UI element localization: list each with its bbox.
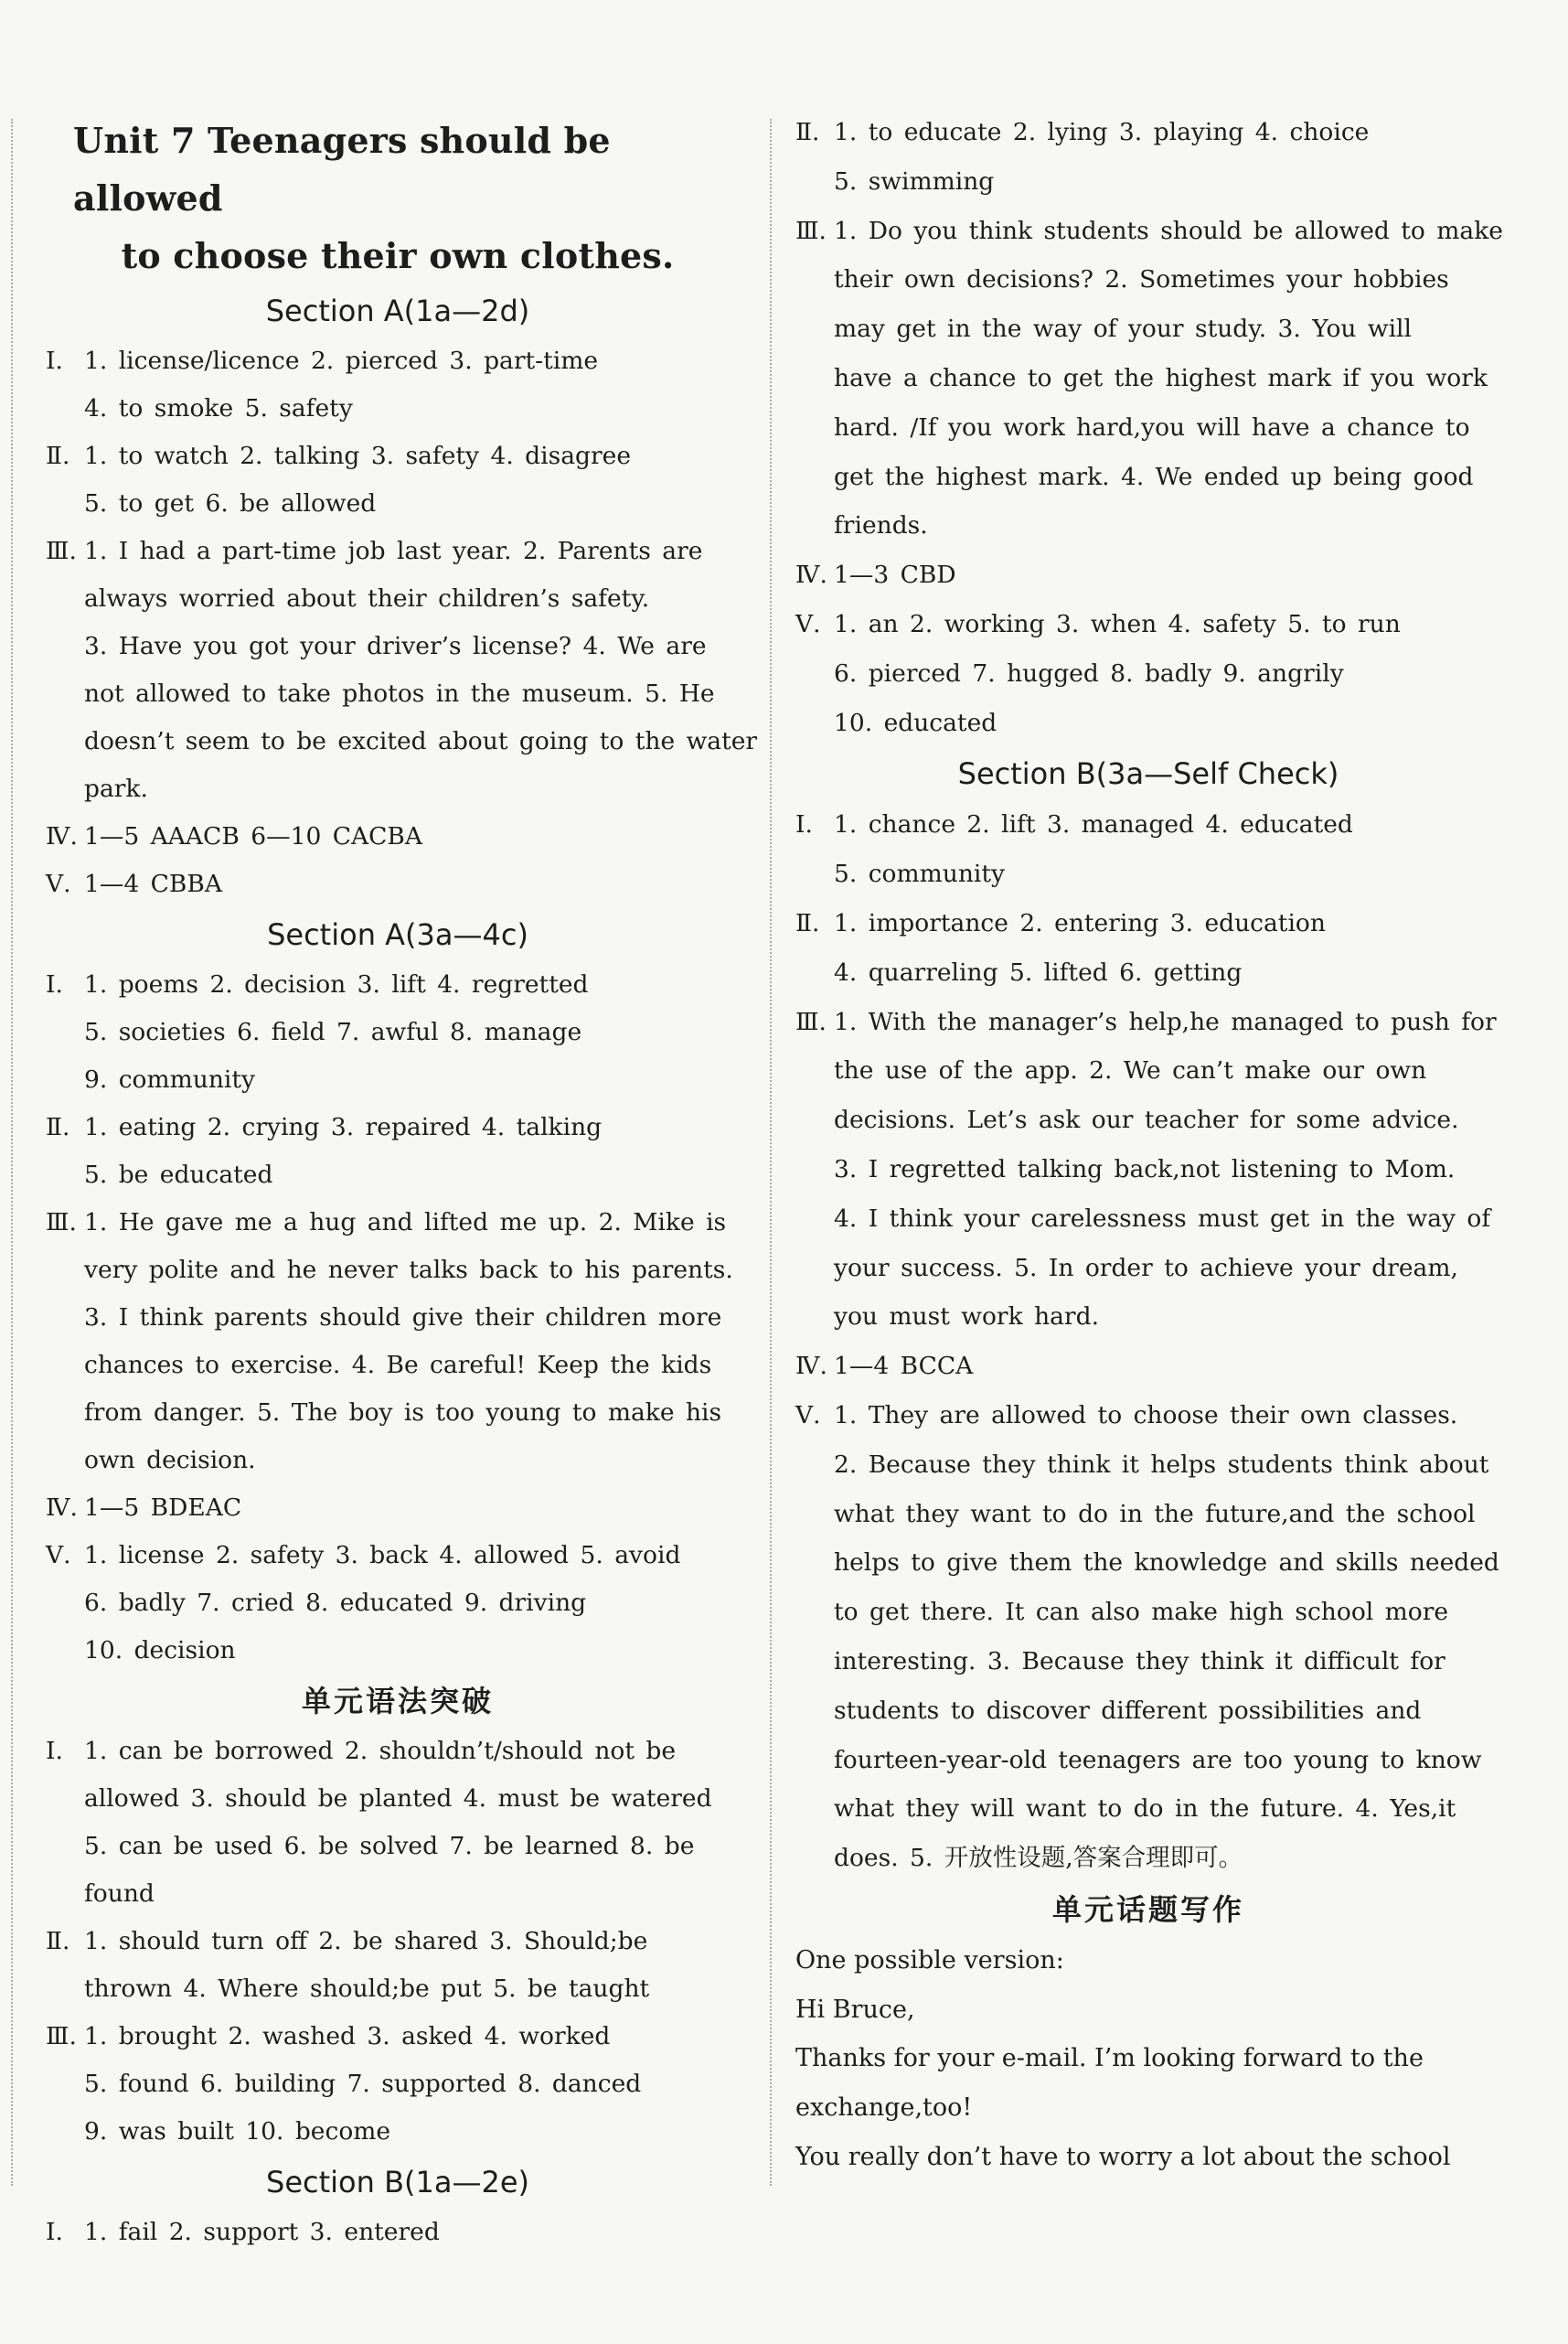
answer-line: own decision. [84,1446,256,1474]
roman-numeral: Ⅰ. [46,970,63,999]
answer-line: to get there. It can also make high school more [834,1598,1449,1627]
answer-group [46,1532,750,1675]
right-content [795,108,1501,2182]
roman-numeral: Ⅲ. [46,2022,77,2050]
roman-numeral: Ⅰ. [46,347,63,375]
answer-line: 6. pierced 7. hugged 8. badly 9. angrily [834,658,1344,688]
answer-group [46,2209,750,2256]
answer-line: 1—4 CBBA [84,870,223,898]
section-heading: Section A(3a—4c) [267,917,528,952]
roman-numeral: Ⅳ. [795,561,827,590]
answer-line: hard. /If you work hard,you will have a chance to [834,412,1470,442]
answer-line: 5. swimming [834,166,995,196]
answer-line: 1. an 2. working 3. when 4. safety 5. to run [834,609,1401,638]
answer-group [46,528,758,813]
answer-line: from danger. 5. The boy is too young to make his [84,1398,722,1427]
answer-group [46,813,750,861]
answer-line: 5. societies 6. field 7. awful 8. manage [84,1018,582,1046]
essay-line: One possible version: [795,1945,1064,1975]
essay-line: exchange,too! [795,2093,973,2123]
answer-line: always worried about their children’s safety. [84,584,650,613]
answer-line: park. [84,775,148,803]
roman-numeral: Ⅰ. [46,1737,63,1765]
answer-line: 1. to watch 2. talking 3. safety 4. disagree [84,442,631,470]
left-margin-rule [11,119,13,2186]
answer-group [795,600,1501,747]
unit-title-line-1: Unit 7 Teenagers should be allowed [73,120,611,219]
answer-line: 10. decision [84,1636,236,1664]
answer-group [795,800,1501,899]
answer-line: 2. Because they think it helps students think about [834,1450,1489,1479]
answer-line: 5. community [834,860,1005,889]
answer-line: 10. educated [834,708,997,737]
answer-group [795,551,1501,600]
answer-group [46,861,750,908]
answer-line: 1. fail 2. support 3. entered [84,2218,440,2246]
column-divider [770,119,772,2186]
answer-line: 1. license/licence 2. pierced 3. part-time [84,347,599,375]
roman-numeral: Ⅴ. [46,1541,71,1569]
roman-numeral: Ⅴ. [795,1400,821,1429]
answer-line: may get in the way of your study. 3. You will [834,315,1413,344]
answer-line: 1—5 AAACB 6—10 CACBA [84,822,423,851]
answer-group [46,1104,750,1199]
answer-group [46,1484,750,1532]
answer-line: found [84,1879,155,1908]
answer-line: have a chance to get the highest mark if you work [834,363,1488,392]
answer-line: 5. to get 6. be allowed [84,489,377,518]
roman-numeral: Ⅳ. [795,1352,827,1381]
answer-group [46,1918,750,2013]
answer-line: 4. I think your carelessness must get in the way of [834,1204,1491,1233]
answer-line: not allowed to take photos in the museum. 5. He [84,680,715,708]
unit-title [46,112,750,284]
roman-numeral: Ⅴ. [46,870,71,898]
answer-line: does. 5. 开放性设题,答案合理即可。 [834,1844,1243,1873]
answer-line: 1. should turn off 2. be shared 3. Should;be [84,1927,648,1955]
section-heading: 单元语法突破 [301,1684,494,1718]
answer-line: 1. eating 2. crying 3. repaired 4. talking [84,1113,603,1141]
answer-line: fourteen-year-old teenagers are too young to know [834,1745,1482,1774]
answer-line: the use of the app. 2. We can’t make our own [834,1056,1427,1086]
answer-line: 4. quarreling 5. lifted 6. getting [834,958,1243,987]
answer-line: 1—4 BCCA [834,1352,974,1381]
answer-group [795,1342,1501,1391]
answer-line: what they want to do in the future,and the school [834,1499,1476,1528]
answer-line: 9. community [84,1065,255,1094]
roman-numeral: Ⅱ. [795,118,820,146]
answer-group [795,207,1501,551]
roman-numeral: Ⅰ. [795,810,813,840]
roman-numeral: Ⅳ. [46,822,78,851]
answer-line: 3. I regretted talking back,not listening to Mom. [834,1154,1456,1183]
answer-line: 1—5 BDEAC [84,1493,242,1522]
answer-line: your success. 5. In order to achieve your dream, [834,1253,1458,1282]
answer-line: 1. can be borrowed 2. shouldn’t/should not be [84,1737,677,1765]
roman-numeral: Ⅱ. [46,1113,70,1141]
roman-numeral: Ⅲ. [46,537,77,565]
answer-line: very polite and he never talks back to his parents. [84,1256,733,1284]
answer-line: helps to give them the knowledge and skills needed [834,1548,1499,1578]
roman-numeral: Ⅳ. [46,1493,78,1522]
roman-numeral: Ⅴ. [795,609,821,638]
answer-line: 1. With the manager’s help,he managed to push for [834,1007,1497,1036]
answer-line: thrown 4. Where should;be put 5. be taught [84,1975,650,2003]
answer-group [46,1728,750,1918]
answer-group [46,961,750,1104]
answer-line: 3. Have you got your driver’s license? 4. We are [84,632,707,660]
answer-line: what they will want to do in the future. 4. Yes,it [834,1794,1456,1824]
answer-line: 1. brought 2. washed 3. asked 4. worked [84,2022,611,2050]
answer-line: interesting. 3. Because they think it difficult for [834,1646,1445,1675]
answer-line: 5. can be used 6. be solved 7. be learned 8. be [84,1832,695,1860]
left-content [46,286,758,2256]
answer-line: 1. chance 2. lift 3. managed 4. educated [834,810,1353,840]
answer-line: chances to exercise. 4. Be careful! Keep the kids [84,1351,712,1379]
essay-line: Thanks for your e-mail. I’m looking forward to the [795,2044,1424,2073]
roman-numeral: Ⅲ. [795,1007,827,1036]
answer-line: 3. I think parents should give their children more [84,1303,722,1332]
answer-group [795,108,1501,207]
answer-group [46,2013,750,2156]
answer-line: 5. be educated [84,1161,273,1189]
answer-group [795,899,1501,998]
section-heading: Section B(3a—Self Check) [957,756,1339,792]
answer-line: 1—3 CBD [834,561,956,590]
answer-line: students to discover different possibilities and [834,1696,1422,1725]
answer-line: 1. license 2. safety 3. back 4. allowed 5. avoid [84,1541,681,1569]
answer-line: 6. badly 7. cried 8. educated 9. driving [84,1589,587,1617]
answer-line: decisions. Let’s ask our teacher for some advice. [834,1106,1459,1135]
answer-line: 1. importance 2. entering 3. education [834,908,1326,937]
roman-numeral: Ⅲ. [795,216,827,245]
answer-line: you must work hard. [834,1302,1099,1332]
answer-group [46,433,750,528]
answer-line: 1. poems 2. decision 3. lift 4. regretted [84,970,589,999]
answer-line: 5. found 6. building 7. supported 8. danced [84,2070,642,2098]
roman-numeral: Ⅱ. [46,1927,70,1955]
answer-group [795,1391,1501,1883]
answer-line: 1. He gave me a hug and lifted me up. 2. Mike is [84,1208,727,1236]
section-heading: Section B(1a—2e) [266,2165,529,2200]
answer-line: friends. [834,511,928,541]
answer-line: 1. I had a part-time job last year. 2. Parents are [84,537,703,565]
roman-numeral: Ⅰ. [46,2218,63,2246]
answer-group [795,998,1501,1343]
answer-group [46,337,750,433]
answer-line: 1. They are allowed to choose their own classes. [834,1400,1458,1429]
answer-line: 4. to smoke 5. safety [84,394,353,423]
answer-line: get the highest mark. 4. We ended up being good [834,462,1474,491]
section-heading: 单元话题写作 [1051,1891,1244,1927]
right-column [795,108,1501,2182]
section-heading: Section A(1a—2d) [265,294,530,328]
answer-line: doesn’t seem to be excited about going to the water [84,727,758,755]
roman-numeral: Ⅱ. [795,908,820,937]
answer-line: allowed 3. should be planted 4. must be watered [84,1784,712,1813]
unit-title-line-2: to choose their own clothes. [121,235,675,276]
essay-line: Hi Bruce, [795,1995,915,2024]
answer-line: 1. Do you think students should be allowed to make [834,216,1503,245]
roman-numeral: Ⅱ. [46,442,70,470]
answer-line: 9. was built 10. become [84,2117,391,2146]
essay-line: You really don’t have to worry a lot about the school [795,2143,1451,2172]
answer-group [46,1199,750,1484]
roman-numeral: Ⅲ. [46,1208,77,1236]
left-column [46,112,758,2256]
answer-line: their own decisions? 2. Sometimes your hobbies [834,265,1449,294]
answer-line: 1. to educate 2. lying 3. playing 4. choice [834,118,1370,146]
